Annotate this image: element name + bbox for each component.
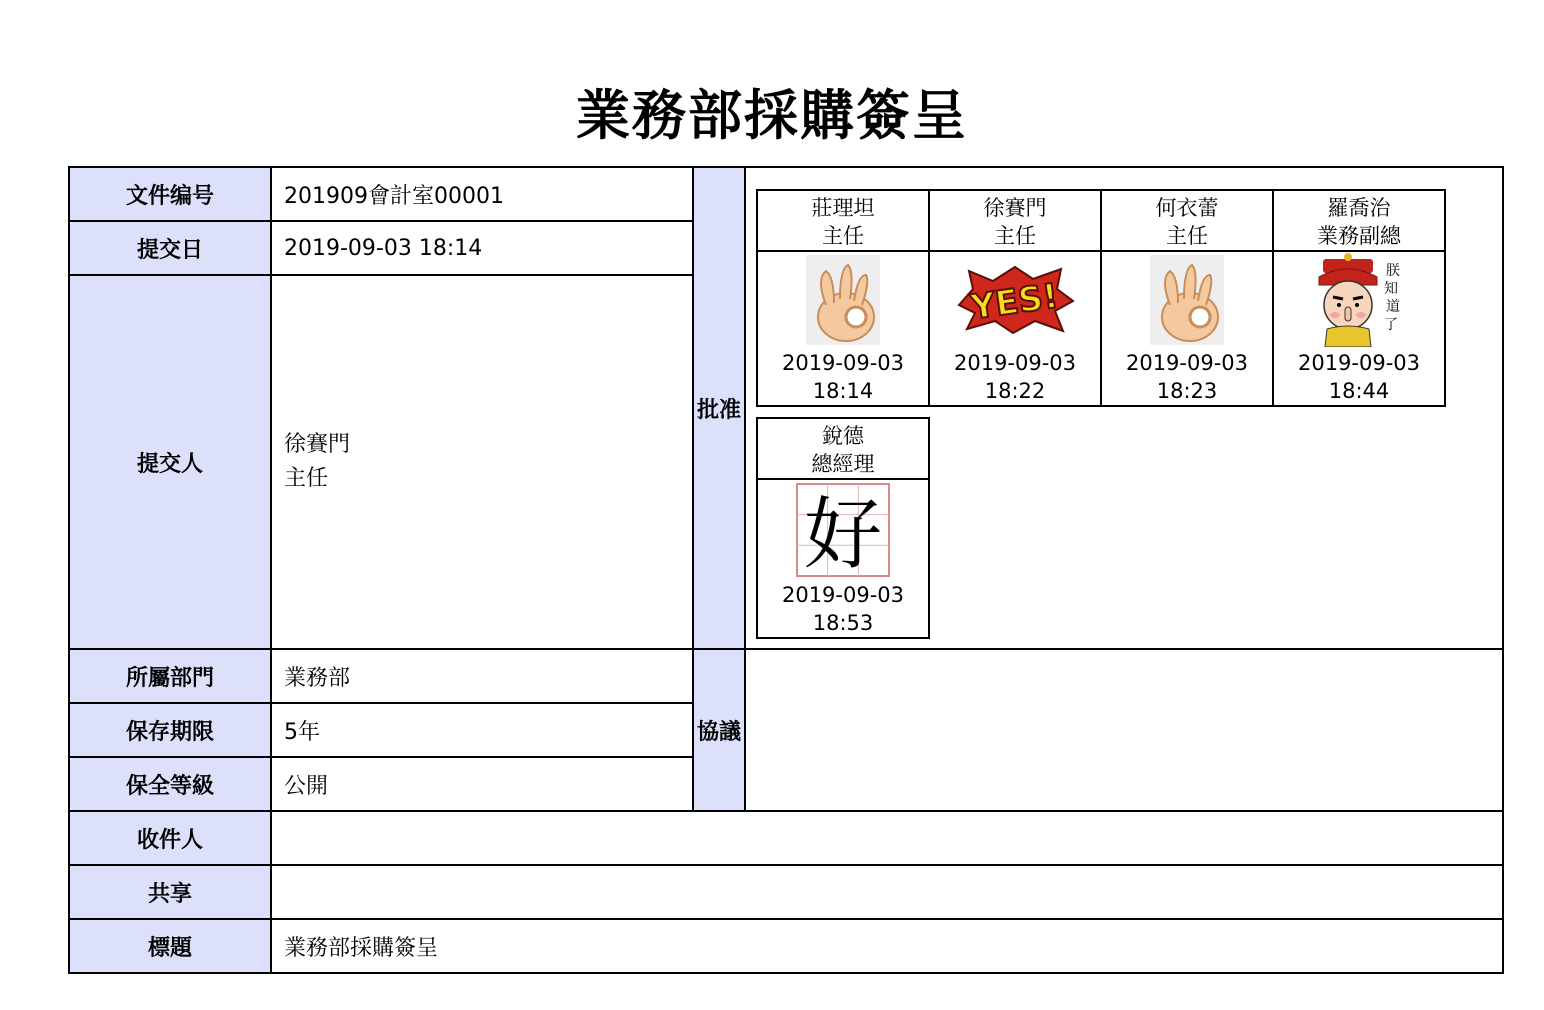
approver-name: 羅喬治 xyxy=(1327,195,1391,220)
approver-name: 莊理坦 xyxy=(811,195,875,220)
svg-text:知: 知 xyxy=(1384,281,1398,297)
retention-value: 5年 xyxy=(271,703,693,757)
approver-row-2 xyxy=(756,417,1502,639)
approval-date: 2019-09-03 xyxy=(953,350,1077,375)
department-value: 業務部 xyxy=(271,649,693,703)
approval-time: 18:44 xyxy=(1328,378,1390,403)
hao-character-icon xyxy=(796,483,890,577)
svg-text:了: 了 xyxy=(1384,317,1398,333)
ok-hand-icon xyxy=(796,253,890,347)
subject-label: 標題 xyxy=(69,919,271,973)
approver-name: 銳德 xyxy=(822,423,864,448)
approver-card xyxy=(756,189,930,407)
department-label: 所屬部門 xyxy=(69,649,271,703)
approver-role: 主任 xyxy=(822,223,864,248)
consult-label: 協議 xyxy=(693,649,745,811)
submitter-value xyxy=(271,275,693,649)
retention-label: 保存期限 xyxy=(69,703,271,757)
approval-time: 18:23 xyxy=(1156,378,1218,403)
approver-role: 主任 xyxy=(994,223,1036,248)
security-value: 公開 xyxy=(271,757,693,811)
approval-date: 2019-09-03 xyxy=(781,582,905,607)
approver-card xyxy=(1272,189,1446,407)
recipient-value xyxy=(271,811,1503,865)
approval-form-table xyxy=(68,166,1504,974)
approval-date: 2019-09-03 xyxy=(781,350,905,375)
security-label: 保全等級 xyxy=(69,757,271,811)
submitter-name: 徐賽門 xyxy=(284,432,351,457)
subject-value: 業務部採購簽呈 xyxy=(271,919,1503,973)
share-label: 共享 xyxy=(69,865,271,919)
svg-text:YES!: YES! xyxy=(968,276,1061,328)
svg-text:道: 道 xyxy=(1386,299,1400,315)
page-title: 業務部採購簽呈 xyxy=(576,84,968,147)
consult-area xyxy=(745,649,1503,811)
submit-date-label: 提交日 xyxy=(69,221,271,275)
approval-label: 批准 xyxy=(693,167,745,649)
approval-date: 2019-09-03 xyxy=(1297,350,1421,375)
yes-sticker-icon xyxy=(953,265,1077,335)
share-value xyxy=(271,865,1503,919)
approver-card xyxy=(928,189,1102,407)
doc-no-label: 文件编号 xyxy=(69,167,271,221)
ok-hand-icon xyxy=(1140,253,1234,347)
approver-card xyxy=(1100,189,1274,407)
recipient-label: 收件人 xyxy=(69,811,271,865)
approver-row-1 xyxy=(756,189,1502,407)
doc-no-value: 201909會計室00001 xyxy=(271,167,693,221)
submitter-label: 提交人 xyxy=(69,275,271,649)
submit-date-value: 2019-09-03 18:14 xyxy=(271,221,693,275)
approver-role: 主任 xyxy=(1166,223,1208,248)
approval-date: 2019-09-03 xyxy=(1125,350,1249,375)
approval-time: 18:14 xyxy=(812,378,874,403)
approver-role: 業務副總 xyxy=(1317,223,1401,248)
stamp-text: 朕 xyxy=(1386,263,1400,279)
emperor-sticker-icon xyxy=(1309,253,1409,347)
approval-area xyxy=(745,167,1503,649)
stamp-text: 好 xyxy=(803,490,883,577)
approval-time: 18:22 xyxy=(984,378,1046,403)
approver-name: 徐賽門 xyxy=(983,195,1047,220)
approver-role: 總經理 xyxy=(811,451,875,476)
approval-time: 18:53 xyxy=(812,610,874,635)
approver-card xyxy=(756,417,930,639)
submitter-role: 主任 xyxy=(284,466,329,491)
approver-name: 何衣蕾 xyxy=(1155,195,1219,220)
